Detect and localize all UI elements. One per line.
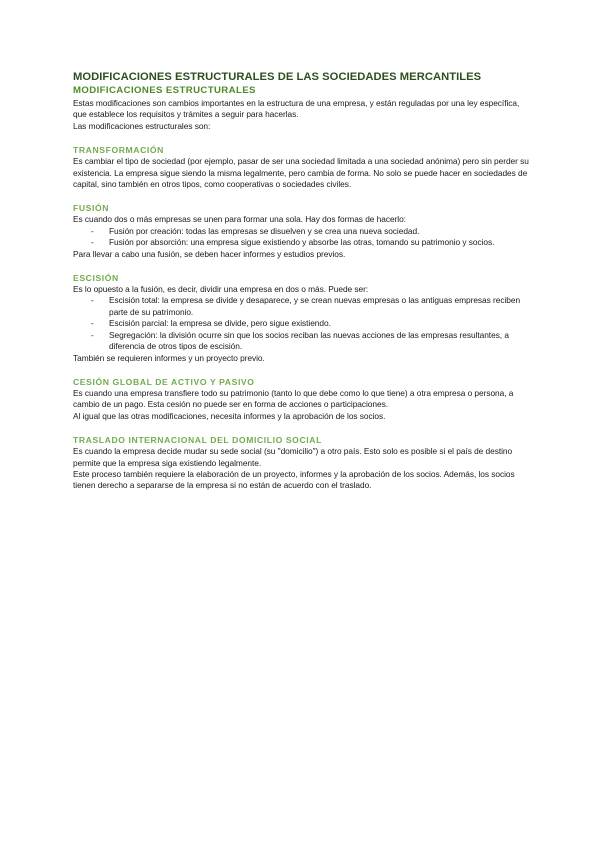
list-item-text: Escisión total: la empresa se divide y desaparece, y se crean nuevas empresas o las antiguas empresas reciben parte de su patrimonio. xyxy=(109,295,521,317)
intro-paragraph: Estas modificaciones son cambios importantes en la estructura de una empresa, y están reguladas por una ley específica, que establece los requisitos y trámites a seguir para hacerlas. xyxy=(73,98,520,120)
section-paragraph: Al igual que las otras modificaciones, necesita informes y la aprobación de los socios. xyxy=(73,410,386,421)
section-escision xyxy=(73,273,529,364)
section-heading: TRANSFORMACIÓN xyxy=(73,145,164,156)
section-closing: También se requieren informes y un proyecto previo. xyxy=(73,352,265,363)
section-heading: FUSIÓN xyxy=(73,203,110,214)
section-paragraph: Es cambiar el tipo de sociedad (por ejemplo, pasar de ser una sociedad limitada a una sociedad anónima) pero sin perder su existencia. La empresa sigue siendo la misma legalmente, pero cambia de forma. No solo se puede hacer en sociedades de capital, sino también en otros tipos, como cooperativas o sociedades civiles. xyxy=(73,156,529,190)
section-lead: Es lo opuesto a la fusión, es decir, dividir una empresa en dos o más. Puede ser: xyxy=(73,284,369,295)
list-item-text: Fusión por creación: todas las empresas se disuelven y se crea una nueva sociedad. xyxy=(109,225,420,236)
section-lead: Es cuando dos o más empresas se unen para formar una sola. Hay dos formas de hacerlo: xyxy=(73,214,406,225)
page-subtitle: MODIFICACIONES ESTRUCTURALES xyxy=(73,85,256,96)
intro-paragraph: Las modificaciones estructurales son: xyxy=(73,120,211,131)
section-paragraph: Es cuando una empresa transfiere todo su patrimonio (tanto lo que debe como lo que tiene) a otra empresa o persona, a cambio de un pago. Esta cesión no puede ser en forma de acciones o participaciones. xyxy=(73,387,514,410)
list-item-text: Escisión parcial: la empresa se divide, pero sigue existiendo. xyxy=(109,318,331,329)
list-dash: - xyxy=(91,329,94,340)
section-cesion-global xyxy=(73,377,529,422)
section-heading: CESIÓN GLOBAL DE ACTIVO Y PASIVO xyxy=(73,376,255,387)
section-closing: Para llevar a cabo una fusión, se deben hacer informes y estudios previos. xyxy=(73,248,346,259)
section-heading: TRASLADO INTERNACIONAL DEL DOMICILIO SOCIAL xyxy=(73,435,322,446)
escision-list xyxy=(73,295,529,352)
list-item xyxy=(73,318,529,329)
list-item-text: Segregación: la división ocurre sin que los socios reciban las nuevas acciones de las empresas resultantes, a diferencia de otros tipos de escisión. xyxy=(109,329,509,352)
section-paragraph: Este proceso también requiere la elaboración de un proyecto, informes y la aprobación de los socios. Además, los socios tienen derecho a separarse de la empresa si no están de acuerdo con el traslado. xyxy=(73,468,515,491)
list-item xyxy=(73,226,529,237)
page-title: MODIFICACIONES ESTRUCTURALES DE LAS SOCIEDADES MERCANTILES xyxy=(73,71,482,83)
section-heading: ESCISIÓN xyxy=(73,273,119,284)
list-item-text: Fusión por absorción: una empresa sigue existiendo y absorbe las otras, tomando su patrimonio y socios. xyxy=(109,237,495,248)
fusion-list xyxy=(73,226,529,249)
list-dash: - xyxy=(91,318,94,329)
list-item xyxy=(73,237,529,248)
list-dash: - xyxy=(91,295,94,306)
intro-block xyxy=(73,98,529,132)
section-traslado xyxy=(73,435,529,492)
section-transformacion xyxy=(73,145,529,190)
document-page xyxy=(73,70,529,492)
section-paragraph: Es cuando la empresa decide mudar su sede social (su "domicilio") a otro país. Esto solo es posible si el país de destino permite que la empresa siga existiendo legalmente. xyxy=(73,446,513,468)
list-item xyxy=(73,295,529,318)
section-fusion xyxy=(73,203,529,260)
list-item xyxy=(73,330,529,353)
list-dash: - xyxy=(91,225,94,236)
list-dash: - xyxy=(91,237,94,248)
